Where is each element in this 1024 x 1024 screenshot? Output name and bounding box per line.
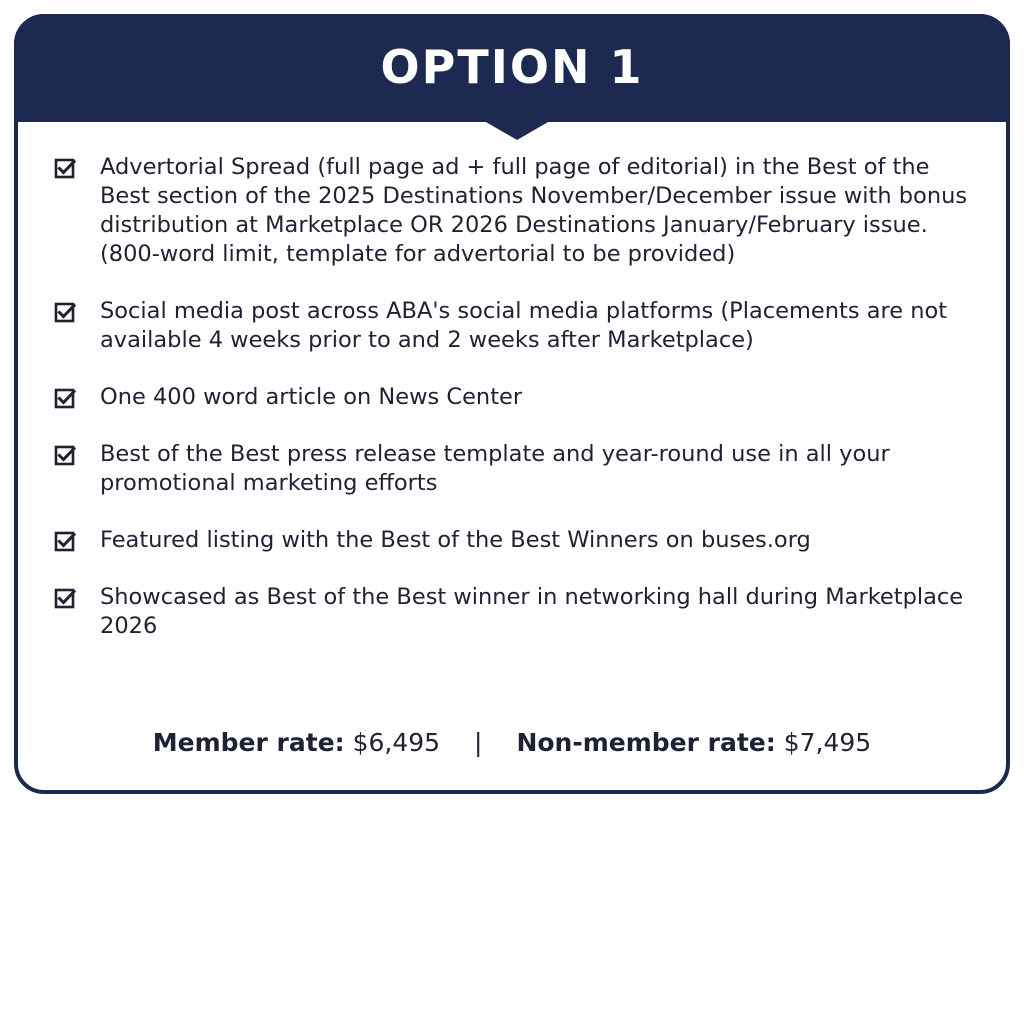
list-item (54, 153, 974, 269)
checked-box-icon (54, 158, 76, 180)
header-notch (479, 118, 555, 140)
nonmember-rate-label: Non-member rate: (516, 728, 776, 757)
list-item (54, 297, 974, 355)
nonmember-rate-value: $7,495 (783, 728, 872, 757)
feature-list (54, 153, 974, 669)
checked-box-icon (54, 302, 76, 324)
checked-box-icon (54, 588, 76, 610)
item-text: Advertorial Spread (full page ad + full page of editorial) in the Best of the Best section of the 2025 Destinations November/December issue with bonus distribution at Marketplace OR 2026 Destinations January/February issue. (800-word limit, template for advertorial to be provided) (100, 154, 968, 267)
list-item (54, 583, 974, 641)
pricing-line (18, 728, 1006, 757)
list-item (54, 383, 974, 412)
option-title: OPTION 1 (380, 40, 644, 94)
rate-separator: | (474, 728, 483, 757)
checked-box-icon (54, 445, 76, 467)
member-rate-value: $6,495 (352, 728, 441, 757)
list-item (54, 440, 974, 498)
item-text: Social media post across ABA's social media platforms (Placements are not available 4 weeks prior to and 2 weeks after Marketplace) (100, 298, 948, 353)
list-item (54, 526, 974, 555)
item-text: Showcased as Best of the Best winner in networking hall during Marketplace 2026 (100, 584, 964, 639)
item-text: Best of the Best press release template and year-round use in all your promotional marketing efforts (100, 441, 890, 496)
member-rate-label: Member rate: (152, 728, 345, 757)
checked-box-icon (54, 388, 76, 410)
item-text: Featured listing with the Best of the Best Winners on buses.org (100, 527, 811, 553)
option-card (14, 14, 1010, 794)
item-text: One 400 word article on News Center (100, 384, 523, 410)
checked-box-icon (54, 531, 76, 553)
card-header (14, 14, 1010, 122)
